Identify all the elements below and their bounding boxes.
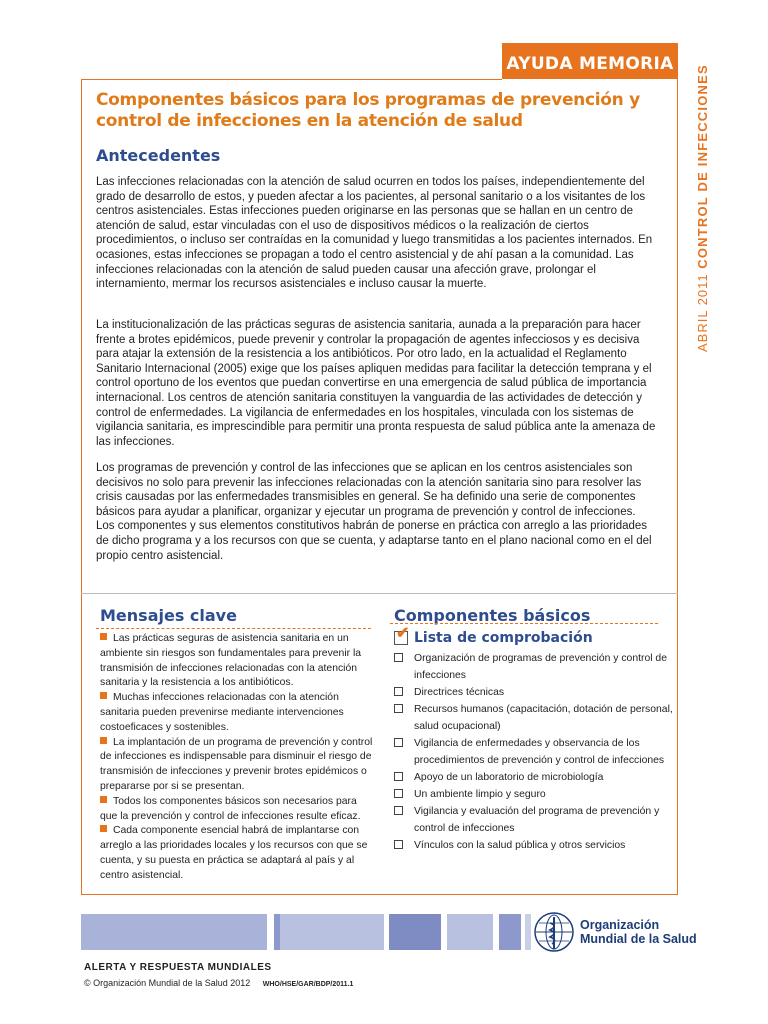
document-title: Componentes básicos para los programas de prevención y control de infecciones en la atención de salud xyxy=(96,90,640,131)
componentes-basicos-heading: Componentes básicos xyxy=(394,606,591,625)
checkbox-icon xyxy=(394,840,403,849)
color-bar xyxy=(389,914,441,950)
square-bullet-icon xyxy=(100,633,107,640)
mensaje-text: Muchas infecciones relacionadas con la atención sanitaria pueden prevenirse mediante intervenciones costoeficaces y sostenibles. xyxy=(100,692,344,733)
checklist-item xyxy=(394,684,674,701)
color-bar xyxy=(447,914,493,950)
mensaje-item xyxy=(100,632,375,691)
mensaje-text: Cada componente esencial habrá de implantarse con arreglo a las prioridades locales y los recursos con que se cuenta, y su puesta en práctica se adaptará al país y al centro asistencial. xyxy=(100,825,368,881)
who-emblem-icon xyxy=(533,911,575,953)
checklist-text: Vínculos con la salud pública y otros servicios xyxy=(414,840,626,851)
checkbox-icon xyxy=(394,789,403,798)
square-bullet-icon xyxy=(100,796,107,803)
side-label xyxy=(695,64,710,352)
checkbox-icon xyxy=(394,738,403,747)
checklist-header xyxy=(394,625,593,646)
color-bar xyxy=(280,914,384,950)
checklist-text: Organización de programas de prevención y control de infecciones xyxy=(414,653,667,681)
paragraph-3: Los programas de prevención y control de las infecciones que se aplican en los centros asistenciales son decisivos no solo para prevenir las infecciones relacionadas con la atención sanitaria sino para resolver las crisis causadas por las enfermedades transmisibles en general. Se ha definido una serie de componentes básicos para ayudar a planificar, organizar y ejecutar un programa de prevención y control de infecciones. Los componentes y sus elementos constitutivos habrán de ponerse en práctica con arreglo a las prioridades de dicho programa y a los recursos con que se cuenta, y adaptarse tanto en el plano nacional como en el del propio centro asistencial. xyxy=(96,462,652,562)
mensaje-text: Todos los componentes básicos son necesarios para que la prevención y control de infecciones resulte eficaz. xyxy=(100,795,361,822)
checkbox-icon xyxy=(394,806,403,815)
document-code: WHO/HSE/GAR/BDP/2011.1 xyxy=(262,981,354,988)
side-topic: CONTROL DE INFECCIONES xyxy=(695,64,710,269)
section-divider xyxy=(81,593,678,594)
checklist-item xyxy=(394,837,674,854)
who-org-name xyxy=(580,918,697,946)
mensaje-item xyxy=(100,795,375,825)
paragraph-1: Las infecciones relacionadas con la atención de salud ocurren en todos los países, independientemente del grado de desarrollo de estos, y pueden afectar a los pacientes, al personal sanitario o a los visitantes de los centros asistenciales. Estas infecciones pueden originarse en las personas que se hallan en un centro de atención de salud, estar vinculadas con el uso de dispositivos médicos o la realización de ciertos procedimientos, o incluso ser contraídas en la comunidad y luego transmitidas a los pacientes internados. En ocasiones, estas infecciones se propagan a todo el centro asistencial y de ahí pasan a la comunidad. Las infecciones relacionadas con la atención de salud pueden causar una afección grave, prolongar el internamiento, mermar los recursos asistenciales e incluso causar la muerte. xyxy=(96,176,653,291)
mensaje-item xyxy=(100,824,375,883)
mensajes-clave-heading: Mensajes clave xyxy=(100,606,237,625)
mensaje-text: La implantación de un programa de prevención y control de infecciones es indispensable para disminuir el riesgo de transmisión de infecciones y prevenir brotes epidémicos o prepararse por si se presentan. xyxy=(100,736,373,792)
checklist-item xyxy=(394,701,674,735)
checklist-text: Un ambiente limpio y seguro xyxy=(414,789,546,800)
checklist-text: Apoyo de un laboratorio de microbiología xyxy=(414,772,604,783)
mensajes-rule xyxy=(96,628,371,629)
checklist-text: Recursos humanos (capacitación, dotación de personal, salud ocupacional) xyxy=(414,704,673,732)
checked-box-icon: ✔ xyxy=(394,631,408,645)
checklist-text: Vigilancia y evaluación del programa de prevención y control de infecciones xyxy=(414,806,660,834)
checkbox-icon xyxy=(394,772,403,781)
color-bar xyxy=(525,914,531,950)
checkbox-icon xyxy=(394,653,403,662)
square-bullet-icon xyxy=(100,737,107,744)
checklist-item xyxy=(394,735,674,769)
copyright-text: © Organización Mundial de la Salud 2012 xyxy=(84,978,251,988)
mensaje-item xyxy=(100,691,375,735)
checkbox-icon xyxy=(394,687,403,696)
org-line-2: Mundial de la Salud xyxy=(580,932,697,946)
color-bar xyxy=(499,914,521,950)
checklist-item xyxy=(394,803,674,837)
org-line-1: Organización xyxy=(580,918,660,932)
color-bar xyxy=(81,914,267,950)
checklist-text: Vigilancia de enfermedades y observancia de los procedimientos de prevención y control de infecciones xyxy=(414,738,665,766)
paragraph-2: La institucionalización de las prácticas seguras de asistencia sanitaria, aunada a la preparación para hacer frente a brotes epidémicos, puede prevenir y controlar la propagación de agentes infecciosos y es decisiva para atajar la extensión de la resistencia a los antibióticos. Por otro lado, en la actualidad el Reglamento Sanitario Internacional (2005) exige que los países apliquen medidas para facilitar la detección temprana y el control oportuno de los eventos que puedan convertirse en una emergencia de salud pública de importancia internacional. Los centros de atención sanitaria constituyen la vanguardia de las actividades de detección y control de enfermedades. La vigilancia de enfermedades en los hospitales, vinculada con los sistemas de vigilancia sanitaria, es imprescindible para permitir una pronta respuesta de salud pública ante la amenaza de las infecciones. xyxy=(96,319,656,448)
square-bullet-icon xyxy=(100,825,107,832)
checklist-title: Lista de comprobación xyxy=(414,630,593,646)
checklist-item xyxy=(394,650,674,684)
checklist-item xyxy=(394,786,674,803)
mensaje-item xyxy=(100,736,375,795)
checklist-text: Directrices técnicas xyxy=(414,687,505,698)
antecedentes-heading: Antecedentes xyxy=(96,146,221,165)
mensaje-text: Las prácticas seguras de asistencia sanitaria en un ambiente sin riesgos son fundamentales para prevenir la transmisión de infecciones relacionadas con la atención sanitaria y la resistencia a los antibióticos. xyxy=(100,633,362,689)
footer-copyright-line xyxy=(84,978,353,988)
square-bullet-icon xyxy=(100,692,107,699)
checklist-item xyxy=(394,769,674,786)
footer-program-title: ALERTA Y RESPUESTA MUNDIALES xyxy=(84,962,272,973)
ayuda-memoria-banner: AYUDA MEMORIA xyxy=(502,43,678,79)
checklist xyxy=(394,650,674,854)
mensajes-list xyxy=(100,632,375,884)
checkbox-icon xyxy=(394,704,403,713)
side-date: ABRIL 2011 xyxy=(695,273,710,352)
componentes-rule xyxy=(390,623,658,624)
